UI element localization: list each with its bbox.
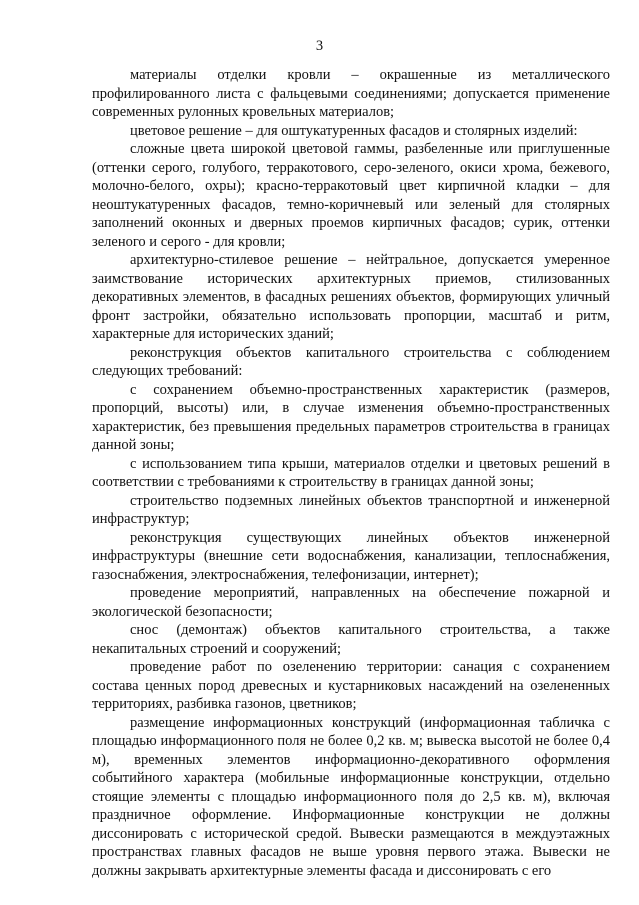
paragraph-roof-type: с использованием типа крыши, материалов отделки и цветовых решений в соответствии с требованиями к строительству в границах данной зоны; bbox=[92, 455, 610, 490]
paragraph-roof-materials: материалы отделки кровли – окрашенные из металлического профилированного листа с фальцевыми соединениями; допускается применение современных рулонных кровельных материалов; bbox=[92, 67, 610, 120]
paragraph-underground-objects: строительство подземных линейных объектов транспортной и инженерной инфраструктур; bbox=[92, 492, 610, 527]
paragraph-architectural-style: архитектурно-стилевое решение – нейтральное, допускается умеренное заимствование исторических архитектурных приемов, стилизованных декоративных элементов, в фасадных решениях объектов, формирующих уличный фронт застройки, обязательно использовать пропорции, масштаб и ритм, характерные для исторических зданий; bbox=[92, 252, 610, 342]
paragraph-reconstruction: реконструкция объектов капитального строительства с соблюдением следующих требований: bbox=[92, 344, 610, 379]
paragraph-information-structures: размещение информационных конструкций (информационная табличка с площадью информационного поля не более 0,2 кв. м; вывеска высотой не более 0,4 м), временных элементов информационно-декоративного оформления событийного характера (мобильные информационные конструкции, отдельно стоящие элементы с площадью информационного поля до 2,5 кв. м), включая праздничное оформление. Информационные конструкции не должны диссонировать с исторической средой. Вывески размещаются в междуэтажных пространствах главных фасадов не выше уровня первого этажа. Вывески не должны закрывать архитектурные элементы фасада и диссонировать с его bbox=[92, 714, 610, 879]
paragraph-engineering-networks: реконструкция существующих линейных объектов инженерной инфраструктуры (внешние сети водоснабжения, канализации, теплоснабжения, газоснабжения, электроснабжения, телефонизации, интернет); bbox=[92, 529, 610, 583]
page-number: 3 bbox=[315, 38, 324, 54]
paragraph-spatial-characteristics: с сохранением объемно-пространственных характеристик (размеров, пропорций, высоты) или, в случае изменения объемно-пространственных характеристик, без превышения предельных параметров строительства в границах данной зоны; bbox=[92, 381, 610, 453]
document-body bbox=[92, 66, 610, 880]
paragraph-complex-colors: сложные цвета широкой цветовой гаммы, разбеленные или приглушенные (оттенки серого, голубого, терракотового, серо-зеленого, окиси хрома, бежевого, молочно-белого, охры); красно-терракотовый цвет кирпичной кладки – для неоштукатуренных фасадов, темно-коричневый или зеленый для столярных заполнений оконных и дверных проемов кирпичных фасадов; сурик, оттенки зеленого и серого - для кровли; bbox=[92, 141, 610, 250]
paragraph-fire-safety: проведение мероприятий, направленных на обеспечение пожарной и экологической безопасности; bbox=[92, 585, 610, 620]
paragraph-demolition: снос (демонтаж) объектов капитального строительства, а также некапитальных строений и сооружений; bbox=[92, 622, 610, 657]
paragraph-landscaping: проведение работ по озеленению территории: санация с сохранением состава ценных пород древесных и кустарниковых насаждений на озелененных территориях, разбивка газонов, цветников; bbox=[92, 659, 610, 712]
paragraph-color-solution: цветовое решение – для оштукатуренных фасадов и столярных изделий: bbox=[130, 122, 578, 139]
